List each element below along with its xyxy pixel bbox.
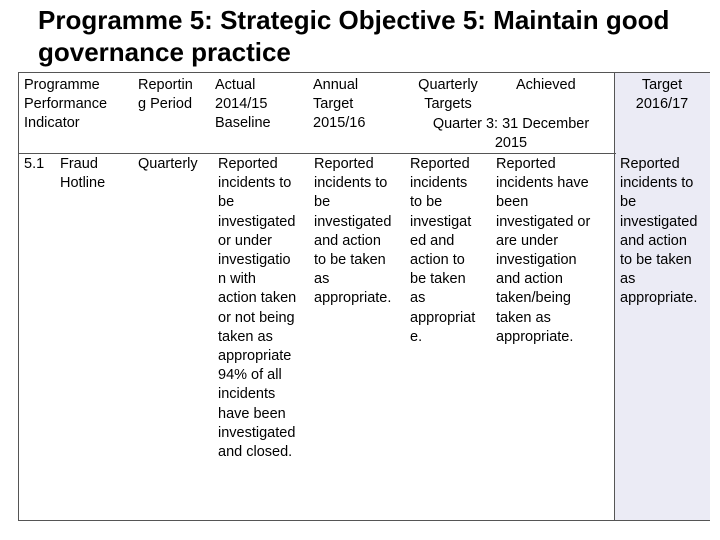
row-achieved: Reported incidents have been investigated or are under investigation and action taken/being taken as appropriate. bbox=[496, 156, 591, 345]
row-reporting-period: Quarterly bbox=[138, 156, 198, 172]
row-target-next-year: Reported incidents to be investigated and action to be taken as appropriate. bbox=[620, 156, 698, 307]
row-baseline: Reported incidents to be investigated or under investigatio n with action taken or not being taken as appropriate 94% of all incidents have been investigated and closed. bbox=[218, 156, 297, 461]
row-number: 5.1 bbox=[24, 156, 45, 172]
header-quarterly-targets: Quarterly Targets bbox=[418, 77, 478, 113]
page-title: Programme 5: Strategic Objective 5: Maintain good governance practice bbox=[38, 5, 670, 67]
column-divider bbox=[614, 73, 615, 520]
performance-table bbox=[18, 72, 710, 521]
row-quarterly-target: Reported incidents to be investigat ed and action to be taken as appropriat e. bbox=[410, 156, 476, 345]
header-quarter-label: Quarter 3: 31 December 2015 bbox=[432, 116, 590, 152]
header-baseline: Actual 2014/15 Baseline bbox=[215, 77, 271, 132]
header-achieved: Achieved bbox=[516, 77, 576, 93]
row-annual-target: Reported incidents to be investigated and action to be taken as appropriate. bbox=[314, 156, 392, 307]
row-indicator: Fraud Hotline bbox=[60, 156, 106, 192]
header-indicator: Programme Performance Indicator bbox=[24, 77, 108, 132]
header-annual-target: Annual Target 2015/16 bbox=[313, 77, 366, 132]
header-target-next-year: Target 2016/17 bbox=[635, 77, 689, 113]
header-reporting-period: Reportin g Period bbox=[138, 77, 193, 113]
